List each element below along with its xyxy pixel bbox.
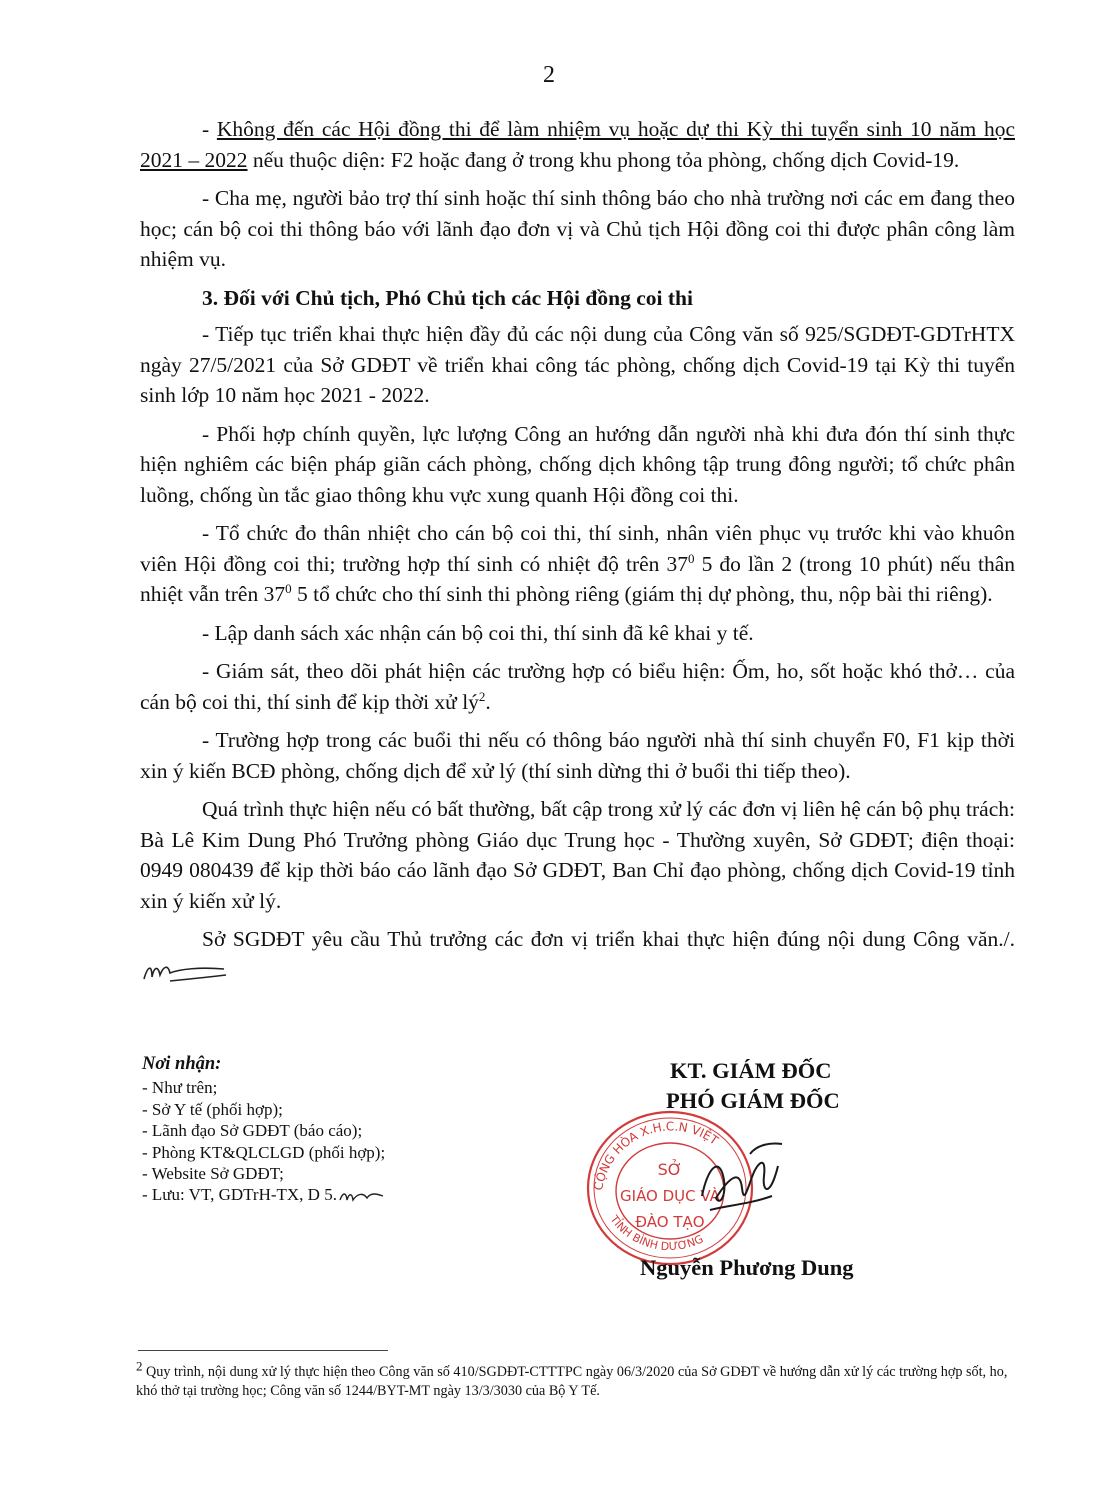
footnote-marker: 2: [136, 1358, 143, 1374]
footnote: $^2$ Quy trình, nội dung xử lý thực hiện theo Công văn số 410/SGDĐT-CTTTPC ngày 06/3/2020 của Sở GDĐT về hướng dẫn xử lý các trường hợp sốt, ho, khó thở tại trường học; Công văn số 1244/BYT-MT ngày 13/3/3030 của Bộ Y Tế.: [136, 1358, 1008, 1399]
underlined-text: Không đến các Hội đồng thi để làm nhiệm vụ hoặc dự thi Kỳ thi tuyển sinh 10 năm học 2021 – 2022: [140, 117, 1015, 172]
list-item: - Lãnh đạo Sở GDĐT (báo cáo);: [142, 1121, 363, 1141]
signer-title: KT. GIÁM ĐỐC: [670, 1058, 832, 1083]
list-item: - Như trên;: [142, 1078, 218, 1098]
stamp-line-1: SỞ: [657, 1160, 683, 1179]
paragraph-monitor: - Giám sát, theo dõi phát hiện các trường hợp có biểu hiện: Ốm, ho, sốt hoặc khó thở… của cán bộ coi thi, thí sinh để kịp thời xử $lý^2$.: [140, 659, 1015, 714]
footnote-divider: [138, 1350, 388, 1351]
signer-name: Nguyễn Phương Dung: [640, 1255, 854, 1280]
paragraph-continue: - Tiếp tục triển khai thực hiện đầy đủ các nội dung của Công văn số 925/SGDĐT-GDTrHTX ngày 27/5/2021 của Sở GDĐT về triển khai công tác phòng, chống dịch Covid-19 tại Kỳ thi tuyển sinh lớp 10 năm học 2021 - 2022.: [140, 322, 1015, 407]
paragraph-f0-f1: - Trường hợp trong các buổi thi nếu có thông báo người nhà thí sinh chuyển F0, F1 kịp thời xin ý kiến BCĐ phòng, chống dịch để xử lý (thí sinh dừng thi ở buổi thi tiếp theo).: [140, 728, 1015, 783]
list-item: - Website Sở GDĐT;: [142, 1164, 284, 1184]
page-number: 2: [543, 62, 555, 88]
recipients-heading: Nơi nhận:: [142, 1054, 222, 1074]
stamp-line-3: ĐÀO TẠO: [635, 1213, 705, 1231]
paragraph-temperature: - Tổ chức đo thân nhiệt cho cán bộ coi thi, thí sinh, nhân viên phục vụ trước khi vào khuôn viên Hội đồng coi thi; trường hợp thí sinh có nhiệt độ trên $37^0$ 5 đo lần 2 (trong 10 phút) nếu thân nhiệt vẫn trên $37^0$ 5 tổ chức cho thí sinh thi phòng riêng (giám thị dự phòng, thu, nộp bài thi riêng).: [140, 521, 1015, 606]
list-item: - Sở Y tế (phối hợp);: [142, 1099, 283, 1119]
document-body: [140, 114, 1015, 993]
paragraph-parents-notify: - Cha mẹ, người bảo trợ thí sinh hoặc thí sinh thông báo cho nhà trường nơi các em đang theo học; cán bộ coi thi thông báo với lãnh đạo đơn vị và Chủ tịch Hội đồng coi thi được phân công làm nhiệm vụ.: [140, 186, 1015, 271]
paragraph-exam-attendance: - Không đến các Hội đồng thi để làm nhiệm vụ hoặc dự thi Kỳ thi tuyển sinh 10 năm học 2021 – 2022 nếu thuộc diện: F2 hoặc đang ở trong khu phong tỏa phòng, chống dịch Covid-19.: [140, 117, 1015, 172]
paragraph-closing: Sở SGDĐT yêu cầu Thủ trưởng các đơn vị triển khai thực hiện đúng nội dung Công văn./.: [140, 924, 1015, 985]
signer-subtitle: PHÓ GIÁM ĐỐC: [666, 1088, 840, 1113]
footnote-ref: 2: [478, 688, 486, 704]
list-item: - Phòng KT&QLCLGD (phối hợp);: [142, 1142, 386, 1162]
list-item: - Lưu: VT, GDTrH-TX, D 5.: [142, 1184, 542, 1205]
paragraph-contact: Quá trình thực hiện nếu có bất thường, bất cập trong xử lý các đơn vị liên hệ cán bộ phụ trách: Bà Lê Kim Dung Phó Trưởng phòng Giáo dục Trung học - Thường xuyên, Sở GDĐT; điện thoại: 0949 080439 để kịp thời báo cáo lãnh đạo Sở GDĐT, Ban Chỉ đạo phòng, chống dịch Covid-19 tỉnh xin ý kiến xử lý.: [140, 797, 1015, 913]
stamp-bottom-text: TỈNH BÌNH DƯƠNG: [607, 1212, 706, 1254]
stamp-line-2: GIÁO DỤC VÀ: [620, 1187, 720, 1205]
recipients-block: [142, 1054, 542, 1206]
paragraph-coordinate: - Phối hợp chính quyền, lực lượng Công an hướng dẫn người nhà khi đưa đón thí sinh thực hiện nghiêm các biện pháp giãn cách phòng, chống dịch không tập trung đông người; tổ chức phân luồng, chống ùn tắc giao thông khu vực xung quanh Hội đồng coi thi.: [140, 421, 1015, 507]
paragraph-list: - Lập danh sách xác nhận cán bộ coi thi, thí sinh đã kê khai y tế.: [202, 620, 754, 645]
initials-scribble-icon: [140, 959, 230, 985]
section-heading: 3. Đối với Chủ tịch, Phó Chủ tịch các Hội đồng coi thi: [202, 285, 693, 310]
recipients-list: [142, 1077, 542, 1205]
stamp-ring-text: CỘNG HÒA X.H.C.N VIỆT: [591, 1119, 721, 1192]
handwritten-signature-icon: [690, 1136, 790, 1226]
initials-scribble-icon: [337, 1188, 387, 1206]
